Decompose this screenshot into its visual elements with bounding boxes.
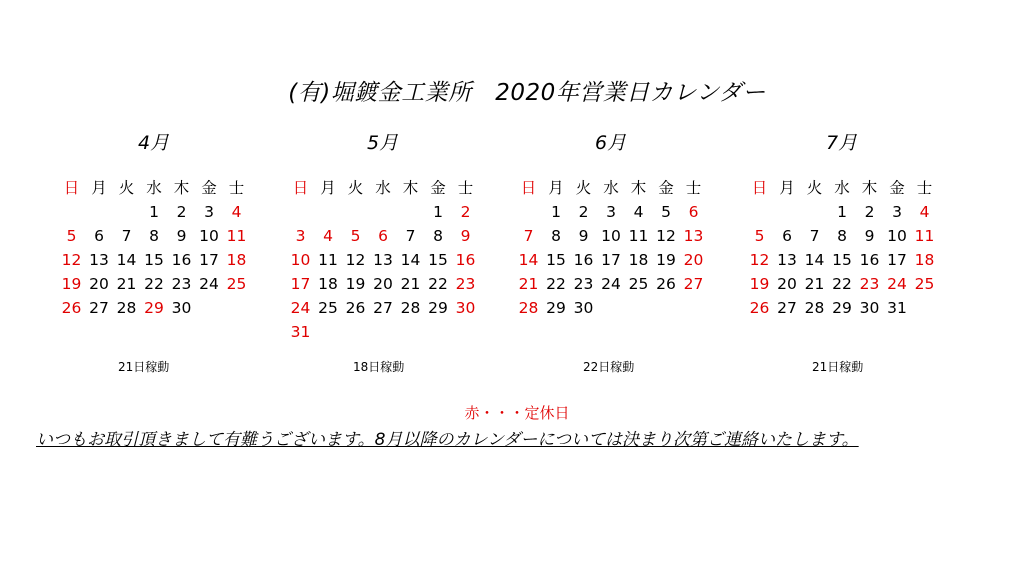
day-cell: 26 [61, 299, 82, 317]
day-cell: 25 [628, 275, 649, 293]
week-row [515, 248, 715, 272]
day-cell: 5 [754, 227, 765, 245]
week-row [515, 224, 715, 248]
day-cell: 15 [428, 251, 448, 269]
weekday-label: 士 [685, 179, 702, 197]
day-cell: 24 [290, 299, 311, 317]
weekday-label: 金 [658, 179, 674, 197]
day-cell: 5 [350, 227, 361, 245]
day-cell: 17 [199, 251, 219, 269]
day-cell: 8 [433, 227, 443, 245]
weekday-header-row [746, 176, 946, 200]
day-cell: 12 [749, 251, 770, 269]
day-cell: 16 [573, 251, 594, 269]
day-cell: 13 [89, 251, 109, 269]
day-cell: 26 [345, 299, 366, 317]
day-cell: 17 [601, 251, 621, 269]
day-cell: 10 [601, 227, 621, 245]
day-cell: 3 [606, 203, 616, 221]
day-cell: 14 [400, 251, 421, 269]
day-cell: 21 [804, 275, 825, 293]
day-cell: 18 [914, 251, 935, 269]
day-cell: 7 [405, 227, 416, 245]
working-days-count: 18日稼動 [353, 360, 405, 374]
day-cell: 8 [837, 227, 847, 245]
calendar-grid [58, 176, 258, 320]
day-cell: 1 [837, 203, 847, 221]
weekday-label: 金 [430, 179, 446, 197]
weekday-label: 木 [630, 179, 647, 197]
day-cell: 30 [859, 299, 880, 317]
working-days-count: 21日稼動 [118, 360, 170, 374]
weekday-label: 火 [806, 179, 823, 197]
day-cell: 20 [683, 251, 704, 269]
day-cell: 10 [887, 227, 907, 245]
weekday-label: 火 [575, 179, 592, 197]
week-row [58, 200, 258, 224]
working-days-count: 22日稼動 [583, 360, 635, 374]
week-row [287, 224, 487, 248]
day-cell: 11 [914, 227, 935, 245]
day-cell: 4 [633, 203, 644, 221]
day-cell: 23 [171, 275, 192, 293]
day-cell: 7 [809, 227, 820, 245]
day-cell: 19 [656, 251, 676, 269]
day-cell: 4 [231, 203, 242, 221]
day-cell: 6 [688, 203, 699, 221]
day-cell: 30 [573, 299, 594, 317]
day-cell: 28 [804, 299, 825, 317]
day-cell: 29 [144, 299, 164, 317]
weekday-label: 木 [173, 179, 190, 197]
day-cell: 29 [832, 299, 852, 317]
day-cell: 9 [578, 227, 589, 245]
day-cell: 15 [546, 251, 566, 269]
day-cell: 16 [859, 251, 880, 269]
day-cell: 19 [345, 275, 366, 293]
weekday-label: 日 [63, 179, 80, 197]
week-row [58, 224, 258, 248]
weekday-label: 金 [889, 179, 905, 197]
day-cell: 11 [226, 227, 247, 245]
working-days-count: 21日稼動 [812, 360, 864, 374]
day-cell: 28 [116, 299, 137, 317]
day-cell: 6 [782, 227, 792, 245]
day-cell: 12 [656, 227, 676, 245]
week-row [515, 200, 715, 224]
day-cell: 3 [204, 203, 214, 221]
day-cell: 26 [749, 299, 770, 317]
day-cell: 18 [226, 251, 247, 269]
day-cell: 13 [777, 251, 797, 269]
month-label: 7月 [826, 132, 858, 154]
weekday-label: 士 [228, 179, 245, 197]
day-cell: 27 [373, 299, 393, 317]
day-cell: 14 [518, 251, 539, 269]
week-row [287, 272, 487, 296]
week-row [287, 248, 487, 272]
day-cell: 5 [66, 227, 77, 245]
day-cell: 15 [144, 251, 164, 269]
day-cell: 2 [578, 203, 589, 221]
day-cell: 3 [295, 227, 306, 245]
day-cell: 9 [864, 227, 875, 245]
day-cell: 10 [290, 251, 311, 269]
week-row [515, 272, 715, 296]
day-cell: 2 [864, 203, 875, 221]
day-cell: 16 [455, 251, 476, 269]
notice-text: いつもお取引頂きまして有難うございます。8月以降のカレンダーについては決まり次第ご連絡いたします。 [36, 430, 859, 450]
day-cell: 23 [573, 275, 594, 293]
day-cell: 1 [149, 203, 159, 221]
day-cell: 19 [749, 275, 770, 293]
day-cell: 27 [777, 299, 797, 317]
day-cell: 11 [318, 251, 338, 269]
day-cell: 29 [428, 299, 448, 317]
weekday-label: 日 [292, 179, 309, 197]
day-cell: 12 [61, 251, 82, 269]
day-cell: 22 [546, 275, 566, 293]
calendar-title: (有)堀鍍金工業所 2020年営業日カレンダー [288, 80, 766, 106]
day-cell: 30 [455, 299, 476, 317]
day-cell: 21 [518, 275, 539, 293]
day-cell: 12 [345, 251, 366, 269]
month-label: 5月 [367, 132, 399, 154]
day-cell: 20 [89, 275, 109, 293]
weekday-header-row [58, 176, 258, 200]
day-cell: 17 [887, 251, 907, 269]
day-cell: 14 [116, 251, 137, 269]
weekday-header-row [515, 176, 715, 200]
day-cell: 22 [832, 275, 852, 293]
day-cell: 28 [518, 299, 539, 317]
day-cell: 15 [832, 251, 852, 269]
weekday-label: 月 [91, 179, 107, 197]
week-row [746, 224, 946, 248]
weekday-label: 月 [548, 179, 564, 197]
day-cell: 20 [777, 275, 797, 293]
day-cell: 23 [455, 275, 476, 293]
day-cell: 13 [373, 251, 393, 269]
day-cell: 6 [378, 227, 388, 245]
weekday-label: 金 [201, 179, 217, 197]
day-cell: 1 [551, 203, 561, 221]
week-row [58, 248, 258, 272]
day-cell: 16 [171, 251, 192, 269]
weekday-label: 水 [146, 179, 162, 197]
week-row [515, 296, 715, 320]
day-cell: 23 [859, 275, 880, 293]
weekday-header-row [287, 176, 487, 200]
day-cell: 28 [400, 299, 421, 317]
week-row [287, 320, 487, 344]
day-cell: 10 [199, 227, 219, 245]
weekday-label: 月 [320, 179, 336, 197]
day-cell: 31 [290, 323, 311, 341]
day-cell: 18 [628, 251, 649, 269]
calendar-grid [746, 176, 946, 320]
calendar-grid [287, 176, 487, 344]
weekday-label: 士 [916, 179, 933, 197]
weekday-label: 日 [751, 179, 768, 197]
day-cell: 22 [428, 275, 448, 293]
calendar-grid [515, 176, 715, 320]
day-cell: 25 [318, 299, 338, 317]
week-row [746, 248, 946, 272]
day-cell: 8 [551, 227, 561, 245]
day-cell: 30 [171, 299, 192, 317]
day-cell: 2 [176, 203, 187, 221]
day-cell: 24 [601, 275, 621, 293]
day-cell: 25 [226, 275, 247, 293]
day-cell: 6 [94, 227, 104, 245]
day-cell: 24 [199, 275, 219, 293]
week-row [58, 272, 258, 296]
weekday-label: 木 [402, 179, 419, 197]
day-cell: 3 [892, 203, 902, 221]
day-cell: 31 [887, 299, 907, 317]
day-cell: 21 [400, 275, 421, 293]
weekday-label: 日 [520, 179, 537, 197]
weekday-label: 水 [375, 179, 391, 197]
day-cell: 29 [546, 299, 566, 317]
holiday-legend: 赤・・・定休日 [464, 404, 570, 422]
day-cell: 9 [176, 227, 187, 245]
day-cell: 14 [804, 251, 825, 269]
day-cell: 13 [683, 227, 704, 245]
week-row [746, 272, 946, 296]
weekday-label: 火 [347, 179, 364, 197]
month-label: 6月 [595, 132, 627, 154]
week-row [287, 200, 487, 224]
day-cell: 4 [919, 203, 930, 221]
weekday-label: 月 [779, 179, 795, 197]
week-row [746, 200, 946, 224]
day-cell: 22 [144, 275, 164, 293]
week-row [287, 296, 487, 320]
month-label: 4月 [138, 132, 170, 154]
day-cell: 24 [887, 275, 907, 293]
day-cell: 1 [433, 203, 443, 221]
day-cell: 7 [523, 227, 534, 245]
day-cell: 25 [914, 275, 935, 293]
week-row [58, 296, 258, 320]
day-cell: 9 [460, 227, 471, 245]
day-cell: 4 [323, 227, 333, 245]
day-cell: 5 [661, 203, 671, 221]
day-cell: 11 [628, 227, 649, 245]
weekday-label: 火 [118, 179, 135, 197]
day-cell: 17 [290, 275, 311, 293]
weekday-label: 木 [861, 179, 878, 197]
weekday-label: 水 [834, 179, 850, 197]
day-cell: 7 [121, 227, 132, 245]
day-cell: 26 [656, 275, 676, 293]
day-cell: 18 [318, 275, 338, 293]
day-cell: 8 [149, 227, 159, 245]
day-cell: 27 [89, 299, 109, 317]
day-cell: 19 [61, 275, 82, 293]
weekday-label: 水 [603, 179, 619, 197]
weekday-label: 士 [457, 179, 474, 197]
day-cell: 27 [683, 275, 704, 293]
day-cell: 20 [373, 275, 393, 293]
day-cell: 2 [460, 203, 471, 221]
week-row [746, 296, 946, 320]
day-cell: 21 [116, 275, 137, 293]
